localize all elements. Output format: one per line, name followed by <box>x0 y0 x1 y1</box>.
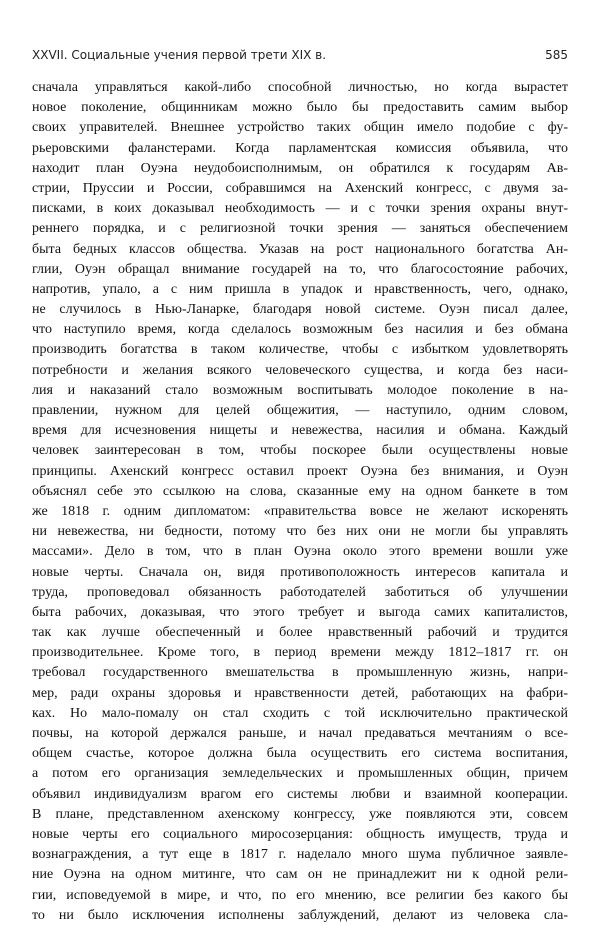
text-line: реннего порядка, и с религиозной точки зрения — заняться обеспечением <box>32 221 568 237</box>
text-line: производить богатства в таком количестве, чтобы с избытком удовлетворять <box>32 342 568 358</box>
text-line: быта бедных классов общества. Указав на рост национального богатства Ан- <box>32 241 568 257</box>
text-line: лия и наказаний стало возможным воспитывать молодое поколение в на- <box>32 382 568 398</box>
text-line: требовал государственного вмешательства в промышленную жизнь, напри- <box>32 665 568 681</box>
text-line: принципы. Ахенский конгресс оставил проект Оуэна без внимания, и Оуэн <box>32 463 568 479</box>
text-line: глии, Оуэн обращал внимание государей на то, что благосостояние рабочих, <box>32 261 568 277</box>
text-line: объявил индивидуализм врагом его системы любви и взаимной кооперации. <box>32 786 568 802</box>
text-line: мер, ради охраны здоровья и нравственности детей, работающих на фабри- <box>32 685 568 701</box>
text-line: почвы, на которой держался раньше, и начал предаваться мечтаниям о все- <box>32 726 568 741</box>
text-line: же 1818 г. одним дипломатом: «правительства вовсе не желают искоренять <box>32 503 568 519</box>
text-line: новое поколение, общинникам можно было бы предоставить самим выбор <box>32 100 568 116</box>
page-header <box>32 48 568 68</box>
text-line: В плане, представленном ахенскому конгрессу, уже появляются эти, совсем <box>32 806 568 822</box>
text-line: производительнее. Кроме того, в период времени между 1812–1817 гг. он <box>32 645 568 661</box>
text-line: так как лучше обеспеченный и более нравственный рабочий и трудится <box>32 625 568 641</box>
text-line: стрии, Пруссии и России, собравшимся на Ахенский конгресс, с двумя за- <box>32 180 568 196</box>
text-line: потребности и желания всякого человеческого существа, и когда без наси- <box>32 362 568 378</box>
text-line: человек заинтересован в том, чтобы поскорее были осуществлены новые <box>32 443 568 459</box>
text-line: массами». Дело в том, что в план Оуэна около этого времени вошли уже <box>32 544 568 560</box>
text-line: объяснял себе это ссылкою на слова, сказанные ему на одном банкете в том <box>32 483 568 499</box>
text-line: напротив, упало, а с ним пришла в упадок и нравственность, чего, однако, <box>32 281 568 297</box>
text-line: новые черты. Сначала он, видя противоположность интересов капитала и <box>32 564 568 580</box>
text-line: правлении, нужном для целей общежития, — наступило, одним словом, <box>32 403 568 418</box>
text-line: своих управителей. Внешнее устройство таких общин имело подобие с фу- <box>32 120 568 136</box>
text-line: быта рабочих, доказывая, что этого требует и выгода самих капиталистов, <box>32 604 568 620</box>
text-line: ках. Но мало-помалу он стал сходить с той исключительно практической <box>32 705 568 721</box>
text-line: рьеровскими фаланстерами. Когда парламентская комиссия объявила, что <box>32 140 568 156</box>
body-text <box>32 78 568 926</box>
text-line: новые черты его социального миросозерцания: общность имуществ, труда и <box>32 826 568 842</box>
text-line: писками, в коих доказывал необходимость — и с точки зрения охраны внут- <box>32 201 568 217</box>
running-title: XXVII. Социальные учения первой трети XIX в. <box>32 48 327 62</box>
text-line: а потом его организация земледельческих и промышленных общин, причем <box>32 766 568 782</box>
text-line: труда, проповедовал обязанность работодателей заботиться об улучшении <box>32 584 568 600</box>
text-line: общем счастье, которое должна была осуществить его система воспитания, <box>32 746 568 762</box>
text-line: вознаграждения, а тут еще в 1817 г. наделало много шума публичное заявле- <box>32 847 568 863</box>
text-line: ни невежества, ни бедности, потому что без них они не могли бы управлять <box>32 524 568 540</box>
text-line: что наступило время, когда сделалось возможным без насилия и без обмана <box>32 322 568 338</box>
text-line: сначала управляться какой-либо способной личностью, но когда вырастет <box>32 80 568 95</box>
page-number: 585 <box>545 48 568 62</box>
text-line: то ни было исключения исполнены заблуждений, делают из человека сла- <box>32 907 568 923</box>
text-line: не случилось в Нью-Ланарке, благодаря новой системе. Оуэн писал далее, <box>32 302 568 318</box>
text-line: гии, исповедуемой в мире, и что, по его мнению, все религии без какого бы <box>32 887 568 903</box>
text-line: ние Оуэна на одном митинге, что сам он не принадлежит ни к одной рели- <box>32 867 568 883</box>
text-line: находит план Оуэна неудобоисполнимым, он обратился к государям Ав- <box>32 160 568 176</box>
text-line: время для исчезновения нищеты и невежества, насилия и обмана. Каждый <box>32 423 568 439</box>
